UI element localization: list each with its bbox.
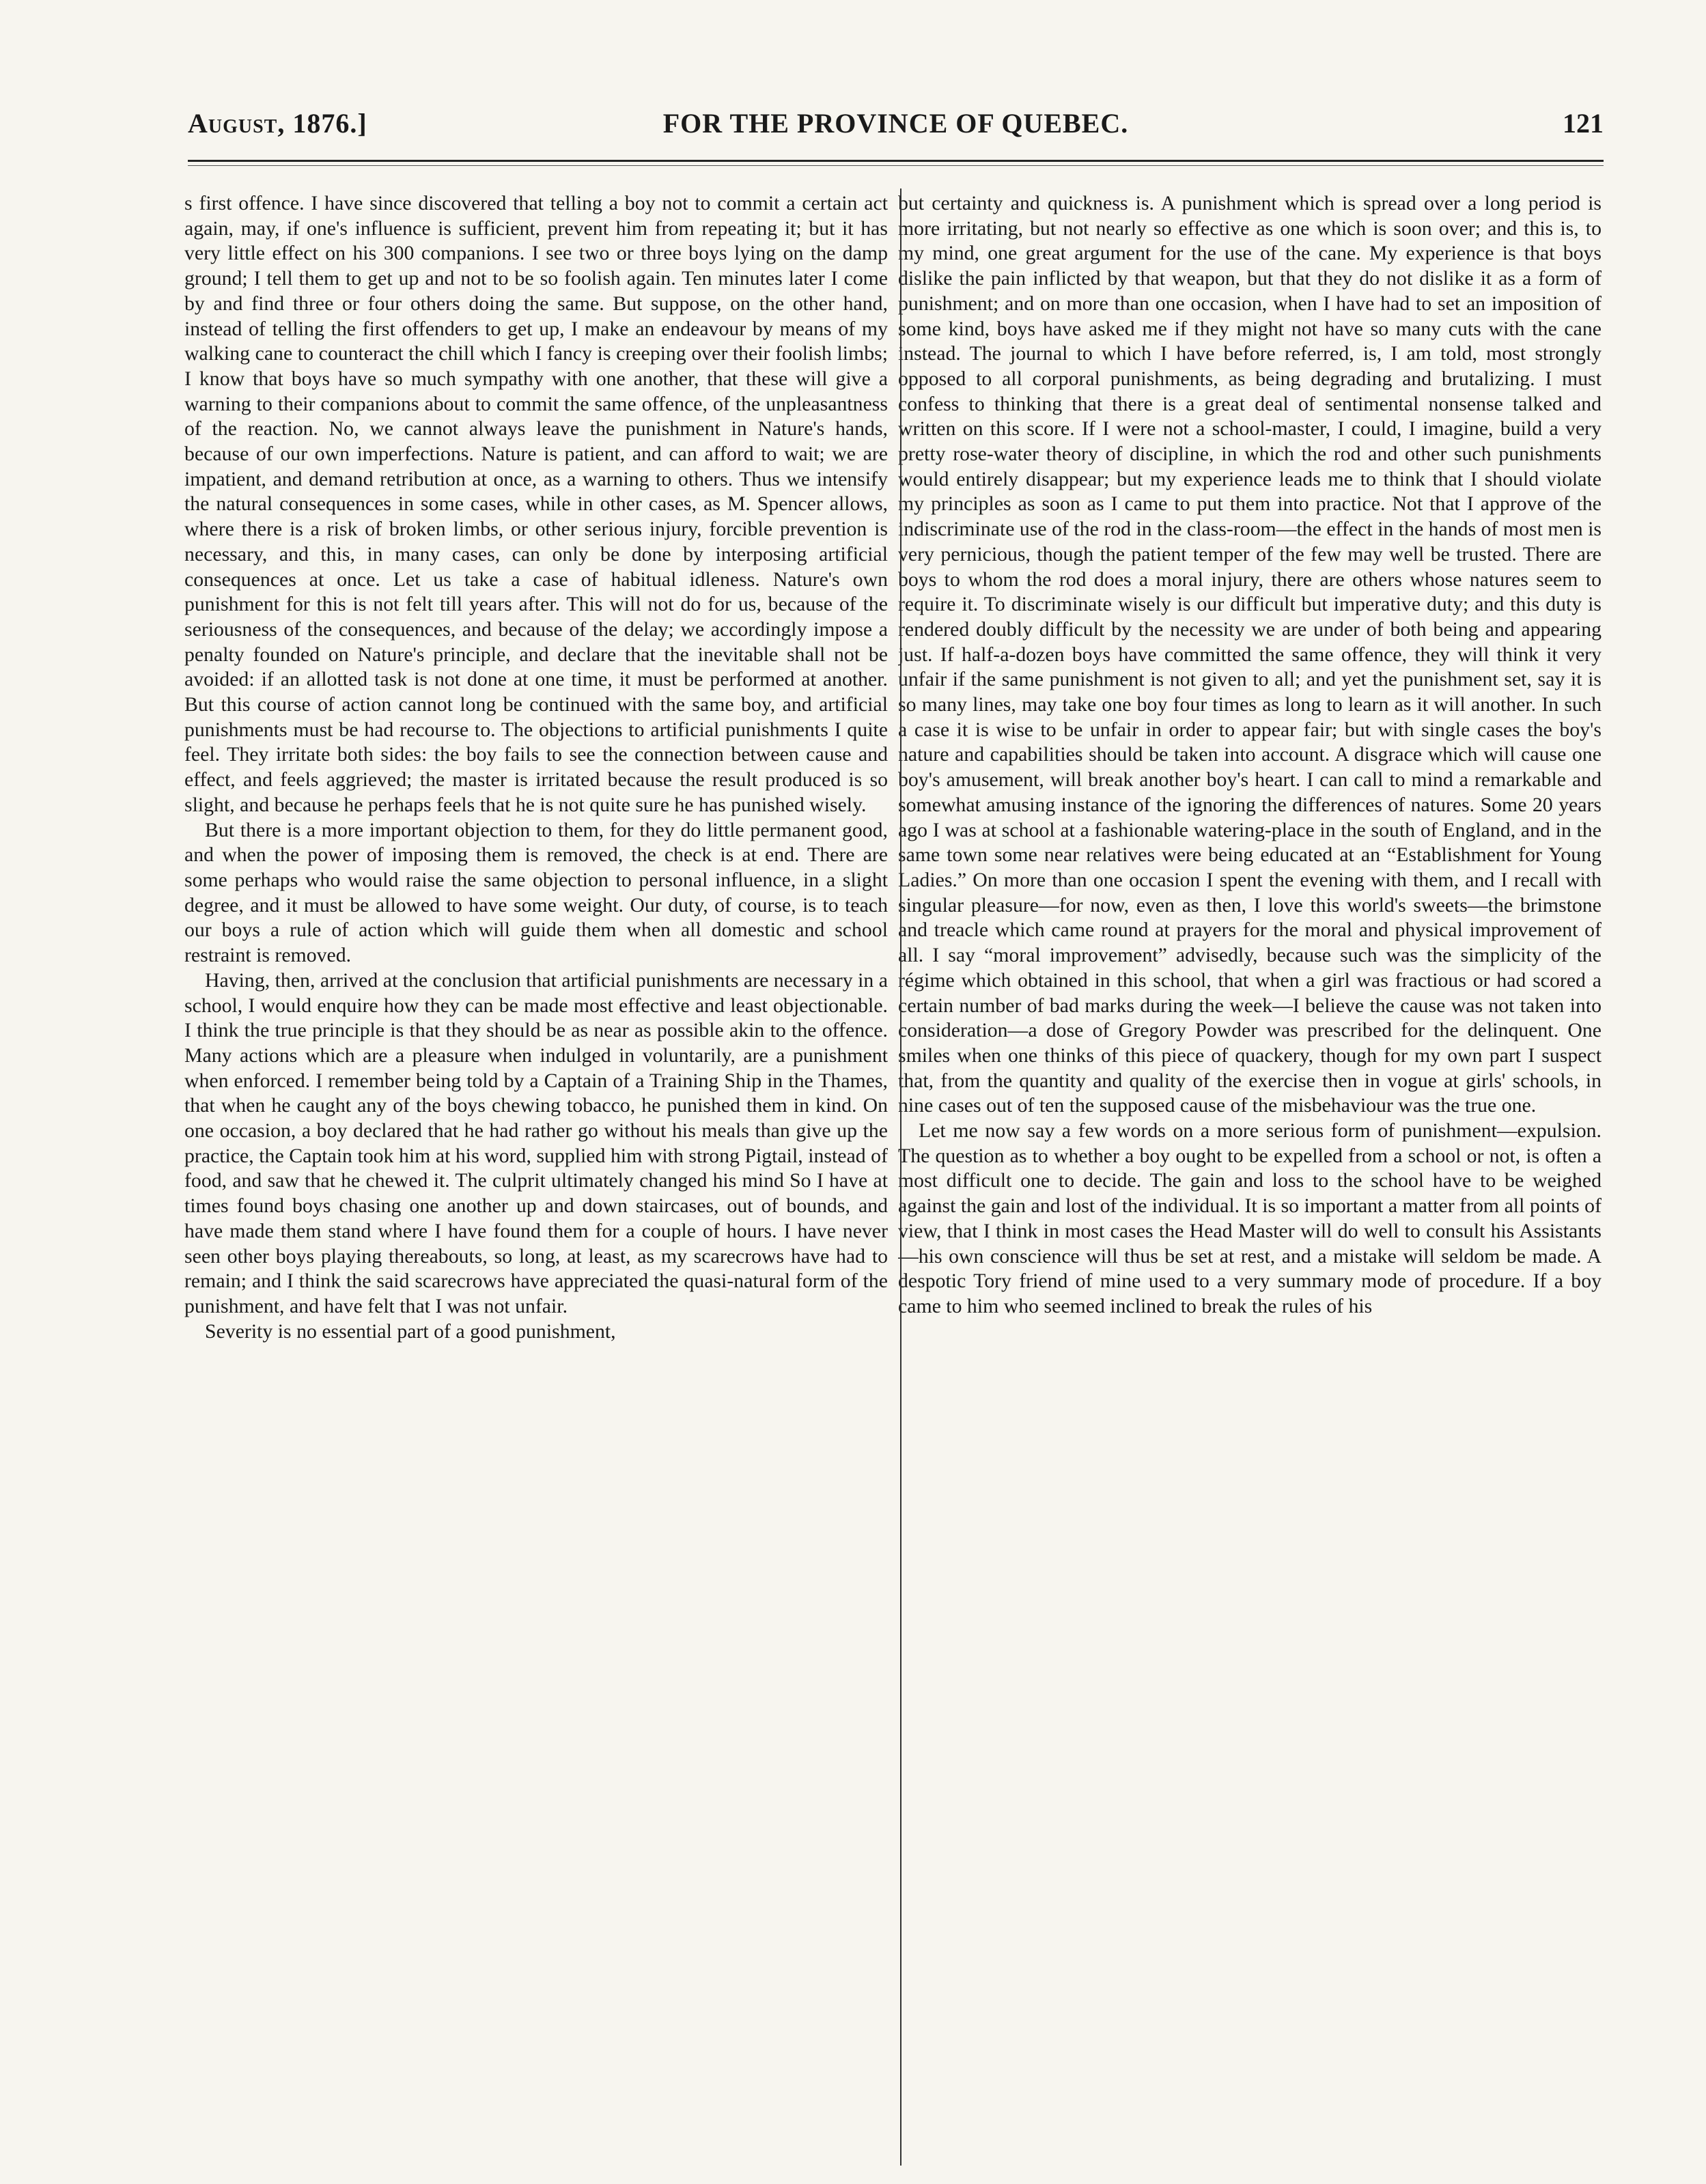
text-columns [184,191,1602,2158]
left-column [184,191,888,2158]
paragraph: s first offence. I have since discovered that telling a boy not to commit a certain act again, may, if one's influence is sufficient, prevent him from repeating it; but it has very little effect on his 300 companions. I see two or three boys lying on the damp ground; I tell them to get up and not to be so foolish again. Ten minutes later I come by and find three or four others doing the same. But suppose, on the other hand, instead of telling the first offenders to get up, I make an endeavour by means of my walking cane to counteract the chill which I fancy is creeping over their foolish limbs; I know that boys have so much sympathy with one another, that these will give a warning to their companions about to commit the same offence, of the unpleasantness of the reaction. No, we cannot always leave the punishment in Nature's hands, because of our own imperfections. Nature is patient, and can afford to wait; we are impatient, and demand retribution at once, as a warning to others. Thus we intensify the natural consequences in some cases, while in other cases, as M. Spencer allows, where there is a risk of broken limbs, or other serious injury, forcible prevention is necessary, and this, in many cases, can only be done by interposing artificial consequences at once. Let us take a case of habitual idleness. Nature's own punishment for this is not felt till years after. This will not do for us, because of the seriousness of the consequences, and because of the delay; we accordingly impose a penalty founded on Nature's principle, and declare that the inevitable shall not be avoided: if an allotted task is not done at one time, it must be performed at another. But this course of action cannot long be continued with the same boy, and artificial punishments must be had recourse to. The objections to artificial punishments I quite feel. They irritate both sides: the boy fails to see the connection between cause and effect, and feels aggrieved; the master is irritated because the result produced is so slight, and because he perhaps feels that he is not quite sure he has punished wisely. [184,192,888,816]
header-rule-thin [188,165,1604,166]
paragraph: But there is a more important objection to them, for they do little permanent good, and when the power of imposing them is removed, the check is at end. There are some perhaps who would raise the same objection to personal influence, in a slight degree, and it must be allowed to have some weight. Our duty, of course, is to teach our boys a rule of action which will guide them when all domestic and school restraint is removed. [184,818,888,967]
paragraph: Let me now say a few words on a more serious form of punishment—expulsion. The question as to whether a boy ought to be expelled from a school or not, is often a most difficult one to decide. The gain and loss to the school have to be weighed against the gain and lost of the individual. It is so important a matter from all points of view, that I think in most cases the Head Master will do well to consult his Assistants—his own conscience will thus be set at rest, and a mistake will seldom be made. A despotic Tory friend of mine used to a very summary mode of procedure. If a boy came to him who seemed inclined to break the rules of his [898,1119,1602,1317]
page-header [188,102,1604,143]
header-date: August, 1876.] [188,107,367,139]
column-divider [900,188,901,2166]
right-column [898,191,1602,2158]
paragraph: Having, then, arrived at the conclusion that artificial punishments are necessary in a school, I would enquire how they can be made most effective and least objectionable. I think the true principle is that they should be as near as possible akin to the offence. Many actions which are a pleasure when indulged in voluntarily, are a punishment when enforced. I remember being told by a Captain of a Training Ship in the Thames, that when he caught any of the boys chewing tobacco, he punished them in kind. On one occasion, a boy declared that he had rather go without his meals than give up the practice, the Captain took him at his word, supplied him with strong Pigtail, instead of food, and saw that he chewed it. The culprit ultimately changed his mind So I have at times found boys chasing one another up and down staircases, out of bounds, and have made them stand where I have found them for a couple of hours. I have never seen other boys playing thereabouts, so long, at least, as my scarecrows have had to remain; and I think the said scarecrows have appreciated the quasi-natural form of the punishment, and have felt that I was not unfair. [184,968,888,1317]
paragraph: but certainty and quickness is. A punishment which is spread over a long period is more irritating, but not nearly so effective as one which is soon over; and this is, to my mind, one great argument for the use of the cane. My experience is that boys dislike the pain inflicted by that weapon, but that they do not dislike it as a form of punishment; and on more than one occasion, when I have had to set an imposition of some kind, boys have asked me if they might not have so many cuts with the cane instead. The journal to which I have before referred, is, I am told, most strongly opposed to all corporal punishments, as being degrading and brutalizing. I must confess to thinking that there is a great deal of sentimental nonsense talked and written on this score. If I were not a school-master, I could, I imagine, build a very pretty rose-water theory of discipline, in which the rod and other such punishments would entirely disappear; but my experience leads me to think that I should violate my principles as soon as I came to put them into practice. Not that I approve of the indiscriminate use of the rod in the class-room—the effect in the hands of most men is very pernicious, though the patient temper of the few may well be trusted. There are boys to whom the rod does a moral injury, there are others whose natures seem to require it. To discriminate wisely is our difficult but imperative duty; and this duty is rendered doubly difficult by the necessity we are under of both being and appearing just. If half-a-dozen boys have committed the same offence, they will think it very unfair if the same punishment is not given to all; and yet the punishment set, say it is so many lines, may take one boy four times as long to learn as it will another. In such a case it is wise to be unfair in order to appear fair; but with single cases the boy's nature and capabilities should be taken into account. A disgrace which will cause one boy's amusement, will break another boy's heart. I can call to mind a remarkable and somewhat amusing instance of the ignoring the differences of natures. Some 20 years ago I was at school at a fashionable watering-place in the south of England, and in the same town some near relatives were being educated at an “Establishment for Young Ladies.” On more than one occasion I spent the evening with them, and I recall with singular pleasure—for now, even as then, I love this world's sweets—the brimstone and treacle which came round at prayers for the moral and physical improvement of all. I say “moral improvement” advisedly, because such was the simplicity of the régime which obtained in this school, that when a girl was fractious or had scored a certain number of bad marks during the week—I believe the cause was not taken into consideration—a dose of Gregory Powder was prescribed for the delinquent. One smiles when one thinks of this piece of quackery, though for my own part I suspect that, from the quantity and quality of the exercise then in vogue at girls' schools, in nine cases out of ten the supposed cause of the misbehaviour was the true one. [898,192,1602,1117]
page-number: 121 [1563,107,1604,139]
header-rule [188,160,1604,162]
header-title: FOR THE PROVINCE OF QUEBEC. [662,107,1129,139]
paragraph: Severity is no essential part of a good punishment, [205,1319,616,1343]
